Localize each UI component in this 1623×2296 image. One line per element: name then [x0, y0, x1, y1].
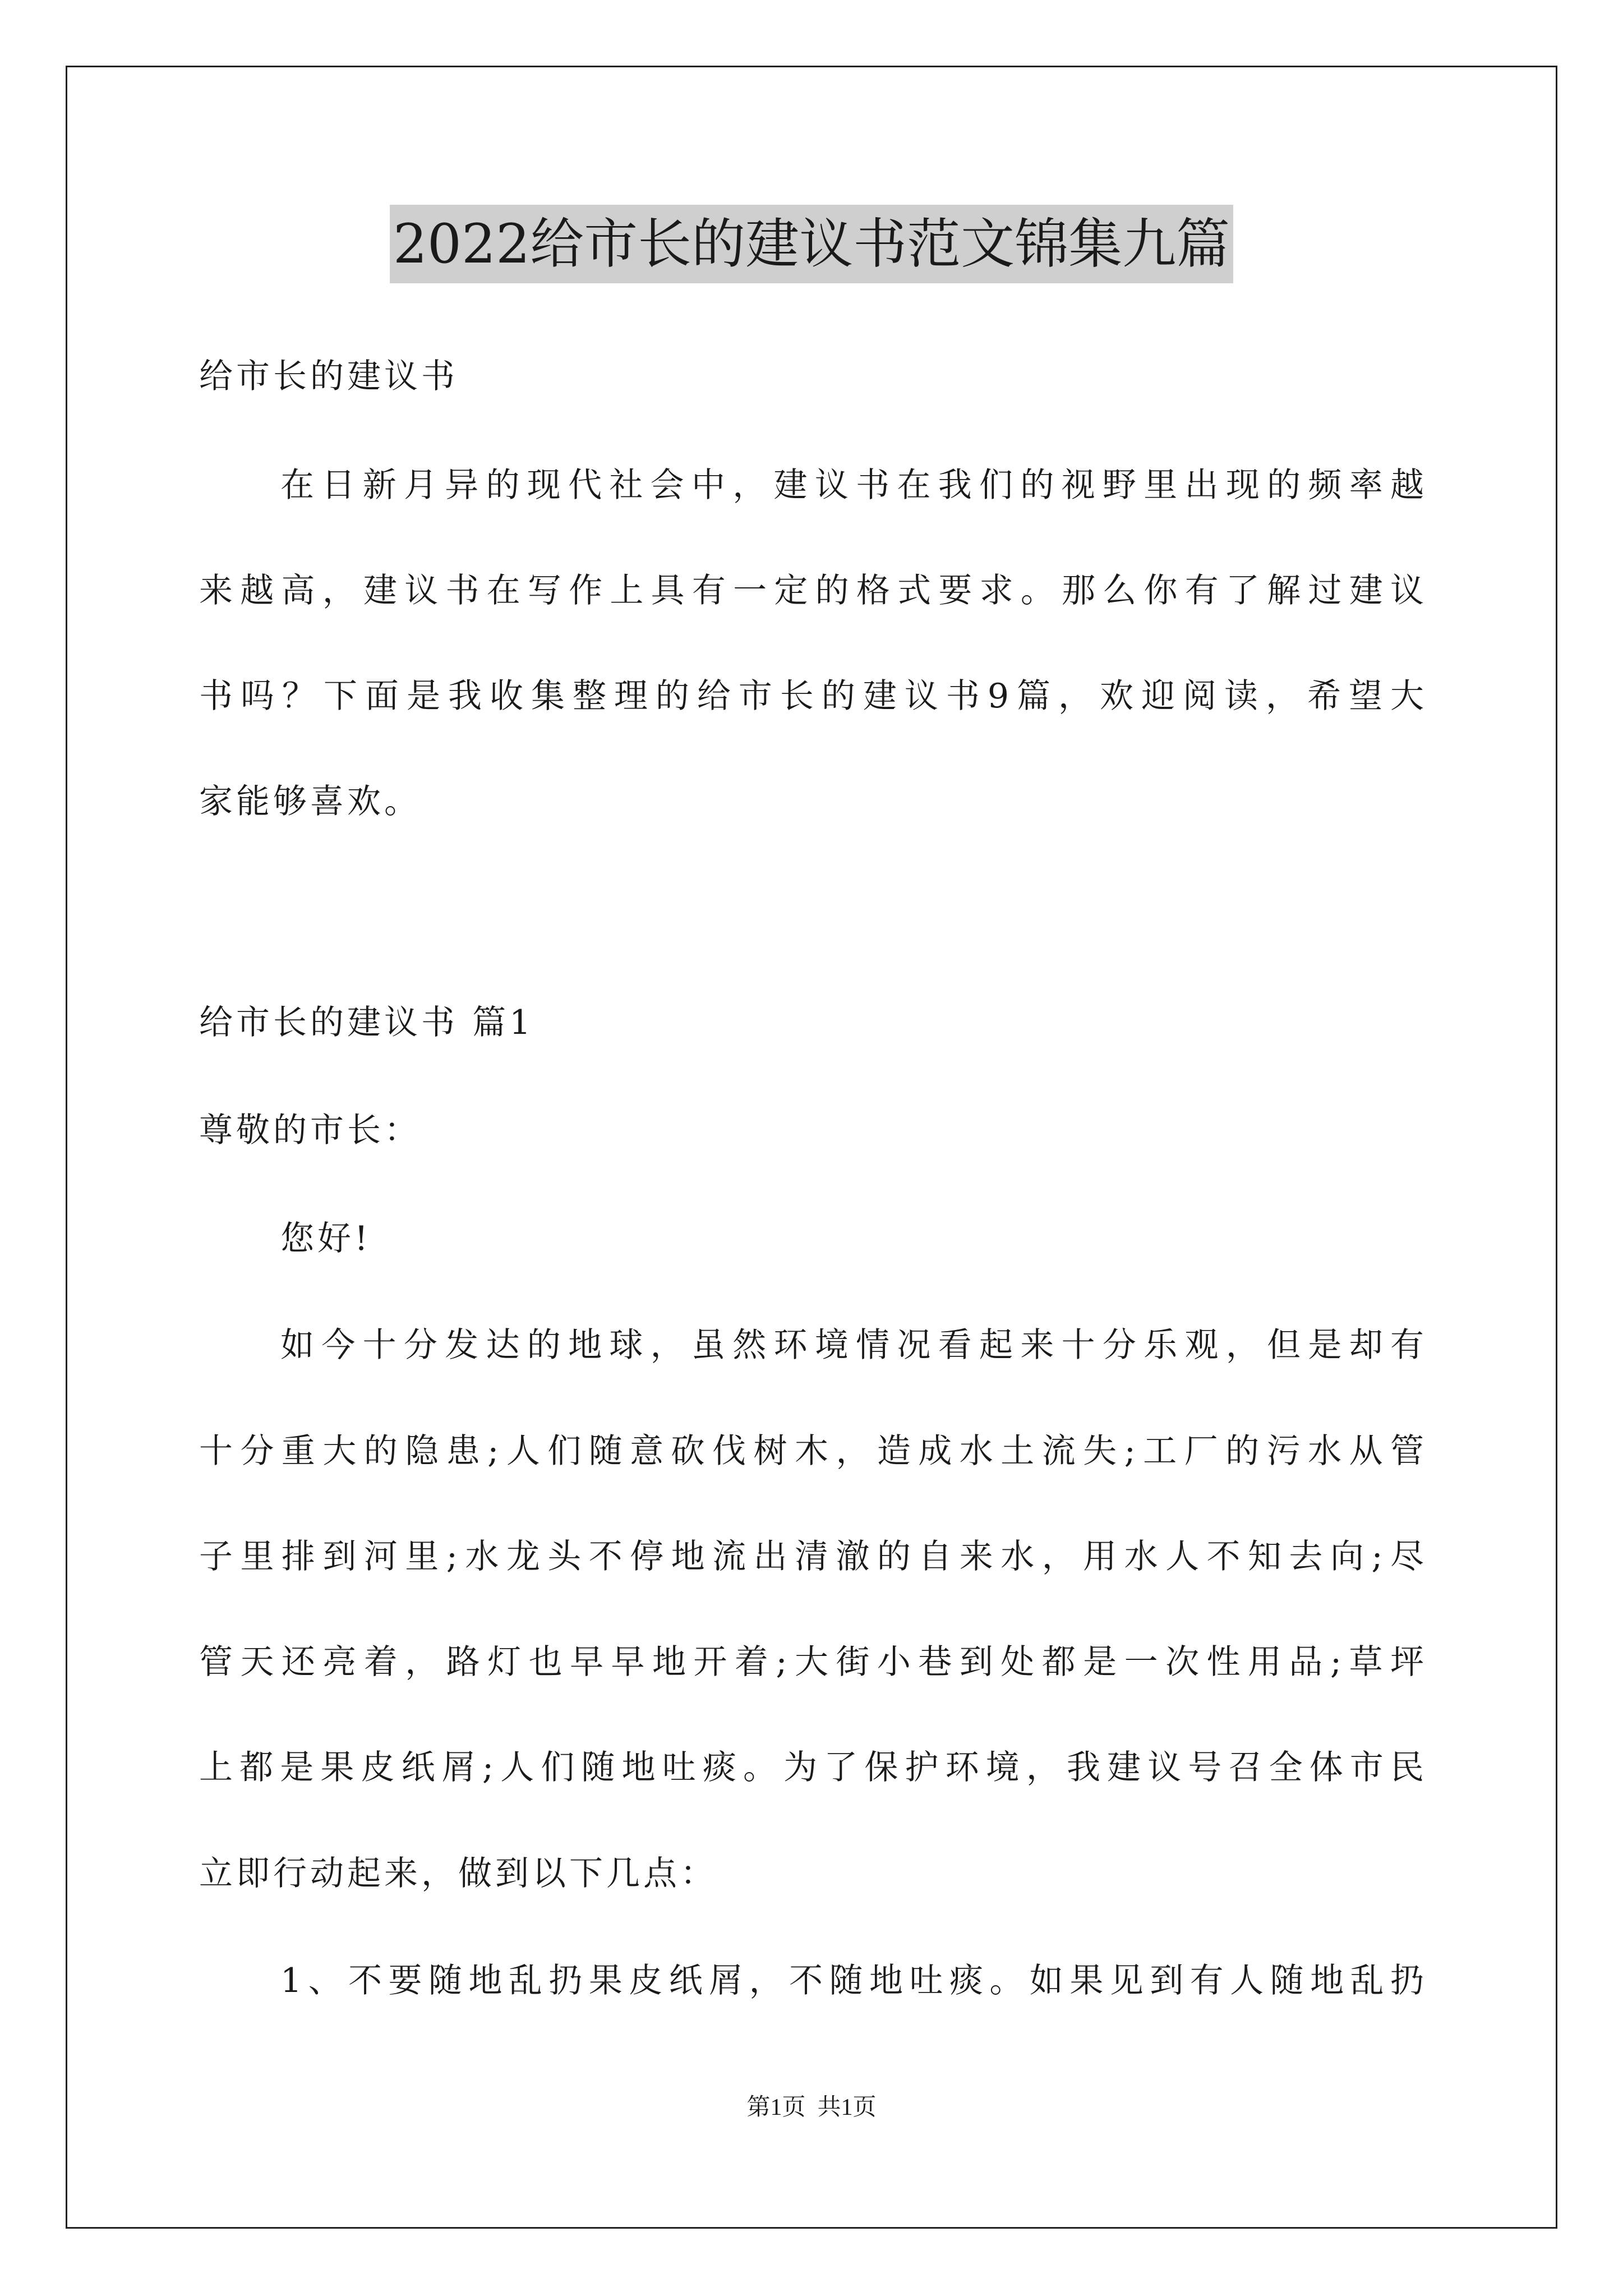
paragraph-line: 书吗？下面是我收集整理的给市长的建议书9篇，欢迎阅读，希望大: [199, 677, 1427, 716]
title-container: [0, 205, 1623, 283]
paragraph-line: 家能够喜欢。: [199, 782, 421, 821]
paragraph-line: 管天还亮着，路灯也早早地开着;大街小巷到处都是一次性用品;草坪: [199, 1642, 1427, 1682]
paragraph-line: 十分重大的隐患;人们随意砍伐树木，造成水土流失;工厂的污水从管: [199, 1432, 1427, 1471]
paragraph-line: 在日新月异的现代社会中，建议书在我们的视野里出现的频率越: [280, 466, 1427, 505]
paragraph-line: 如今十分发达的地球，虽然环境情况看起来十分乐观，但是却有: [280, 1326, 1427, 1365]
page-footer: 第1页 共1页: [746, 2095, 877, 2120]
paragraph-line: 子里排到河里;水龙头不停地流出清澈的自来水，用水人不知去向;尽: [199, 1537, 1427, 1576]
paragraph-line: 1、不要随地乱扔果皮纸屑，不随地吐痰。如果见到有人随地乱扔: [280, 1961, 1427, 2000]
paragraph-line: 来越高，建议书在写作上具有一定的格式要求。那么你有了解过建议: [199, 571, 1427, 610]
greeting: 您好!: [280, 1219, 372, 1258]
paragraph-line: 立即行动起来，做到以下几点：: [199, 1854, 717, 1893]
section-heading: 给市长的建议书: [199, 357, 458, 396]
document-title: 2022给市长的建议书范文锦集九篇: [390, 205, 1233, 283]
salutation: 尊敬的市长：: [199, 1111, 421, 1150]
paragraph-line: 上都是果皮纸屑;人们随地吐痰。为了保护环境，我建议号召全体市民: [199, 1748, 1427, 1787]
section-heading: 给市长的建议书 篇1: [199, 1003, 534, 1042]
